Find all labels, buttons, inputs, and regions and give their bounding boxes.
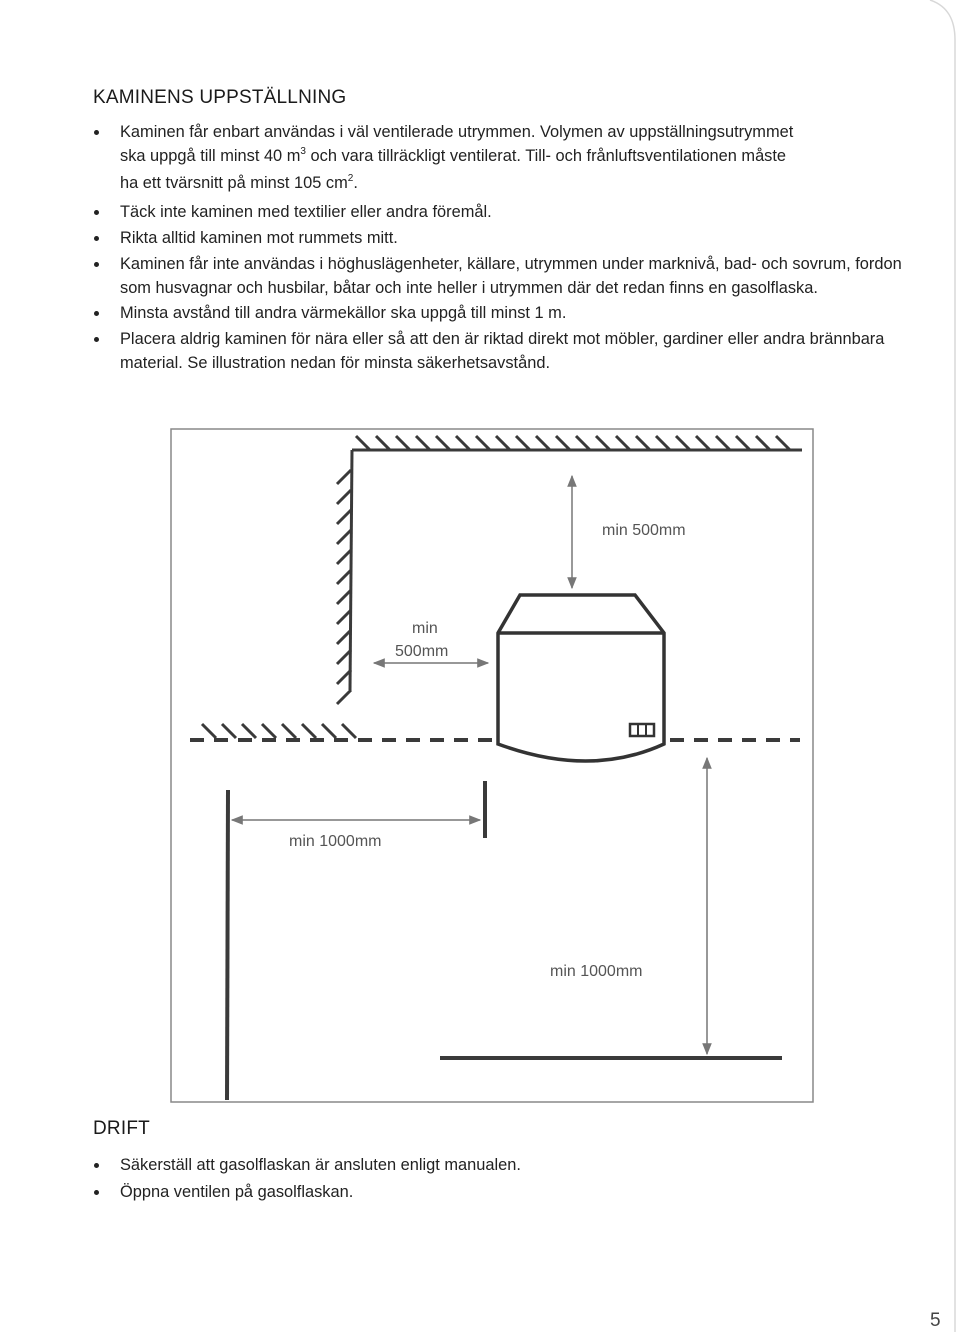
label-side-distance-1: min: [412, 620, 438, 637]
list-item: Kaminen får inte användas i höghuslägenheter, källare, utrymmen under marknivå, bad- och sovrum, fordon som husvagnar och husbilar, båtar och inte heller i utrymmen där det redan finns en gasolflaska.: [93, 252, 903, 300]
page-number: 5: [930, 1310, 941, 1331]
setup-bullet-list: [93, 120, 903, 377]
label-side-distance-2: 500mm: [395, 643, 449, 660]
label-side-1000: min 1000mm: [289, 833, 382, 850]
list-item: Rikta alltid kaminen mot rummets mitt.: [93, 226, 903, 250]
section-heading-drift: DRIFT: [93, 1118, 150, 1139]
list-item: Kaminen får enbart användas i väl ventilerade utrymmen. Volymen av uppställningsutrymmet ska uppgå till minst 40 $m^3$ och vara tillräckligt ventilerat. Till- och frånluftsventilationen måste ha ett tvärsnitt på minst 105 $cm^2$.: [93, 120, 903, 199]
safety-distance-illustration: [170, 428, 815, 1104]
heater-body: [498, 595, 664, 761]
label-top-distance: min 500mm: [602, 522, 686, 539]
list-item: Täck inte kaminen med textilier eller andra föremål.: [93, 200, 903, 224]
illustration-frame: [171, 429, 813, 1102]
section-heading-setup: KAMINENS UPPSTÄLLNING: [93, 87, 347, 108]
drift-bullet-list: [93, 1153, 903, 1206]
list-item: Öppna ventilen på gasolflaskan.: [93, 1180, 903, 1204]
list-item: Säkerställ att gasolflaskan är ansluten enligt manualen.: [93, 1153, 903, 1177]
list-item: Minsta avstånd till andra värmekällor ska uppgå till minst 1 m.: [93, 301, 903, 325]
list-item: Placera aldrig kaminen för nära eller så att den är riktad direkt mot möbler, gardiner eller andra brännbara material. Se illustration nedan för minsta säkerhetsavstånd.: [93, 327, 903, 375]
label-front-1000: min 1000mm: [550, 963, 643, 980]
